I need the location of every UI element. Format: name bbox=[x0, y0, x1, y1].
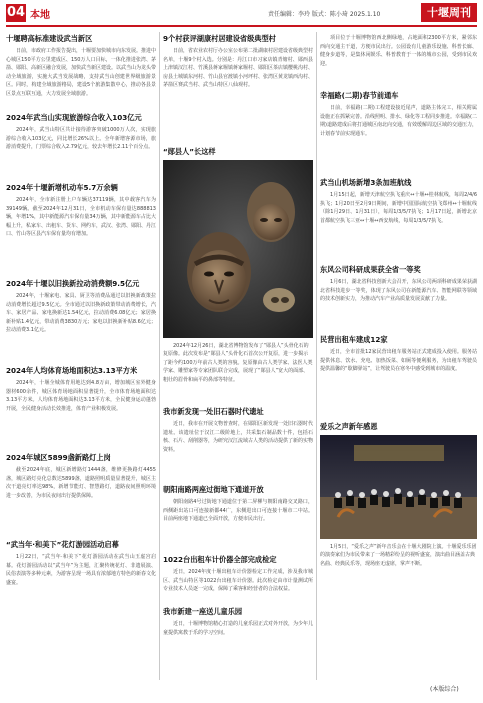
editor-credits: 责任编辑：李玲 版式：陈小琦 2025.1.10 bbox=[268, 11, 381, 18]
article-headline: 朝阳南路两座过街地下通道开放 bbox=[163, 485, 264, 494]
article-body: 近日，我市在开展文物普查时，在郧阳区新发现一处旧石器时代遗址。该遗址位于汉江二级阶地上，共采集石制品数十件，包括石核、石片、刮削器等，为研究汉江流域古人类的活动提供了新的实物资料。 bbox=[163, 421, 313, 453]
article-headline: “郧县人”长这样 bbox=[163, 147, 216, 156]
article-body: 日前，市政府工作报告提出，十堰要加快城市向东发展。推进中心城区150平方公里建成区、150万人口目标，一体化推进张湾、茅箭、郧阳、高新区融合发展，加快武当新区建设。以武当山为龙头带动全域旅游，实施大武当发展战略，支持武当山创建世界级旅游景区。同时，构建全域旅游格局，建设5个旅游集散中心，推动各县景区景点互联互通，大力发展全域旅游。 bbox=[6, 48, 156, 97]
page-header bbox=[0, 0, 483, 26]
article-body: 截至2024年底，城区新增路灯1444盏，维修更换路灯4455盏，城区路灯亮化总数达5899盏，道路照明质量显著提升，城区主次干道亮灯率达98%，新增节能灯、智慧路灯，道路夜间照明环境进一步改善，为市民夜间出行提供保障。 bbox=[6, 467, 156, 499]
article-body: 1月22日，“武当年·和美下”花灯游园活动在武当山玉虚宫启幕。花灯游园活动以“武当年”为主题，汇聚传统花灯、非遗展演、民俗表演等多种元素，为游客呈现一场具有浓郁地方特色的新春文化盛宴。 bbox=[6, 554, 156, 586]
article-headline: “武当年·和美下”花灯游园活动启幕 bbox=[6, 540, 119, 549]
skull-reconstruction-photo bbox=[163, 160, 313, 338]
header-rule bbox=[6, 25, 477, 27]
article-body: 项目位于十堰博物馆西北侧绿地，占地面积2300平方米，紧邻东西向交通主干道，方便市民出行。公园设有儿童游乐设施、科普长廊、健身步道等，是集休闲娱乐、科普教育于一体的城市公园，受到市民欢迎。 bbox=[320, 35, 477, 67]
masthead-logo: 十堰周刊 bbox=[421, 3, 477, 22]
skull-photo-illustration bbox=[163, 160, 313, 338]
article-headline: 9个村获评湖康村居建设省级典型村 bbox=[163, 34, 276, 43]
section-title: 本地 bbox=[30, 10, 50, 21]
article-body: 2024年，武当山特区共计接待游客突破1000万人次，实现旅游综合收入103亿元，同比增长26%以上。全年新增客源市场，旅游消费提升，门票综合收入2.79亿元，较去年增长2.11个百分点。 bbox=[6, 127, 156, 151]
article-headline: 爱乐之声新年感恩 bbox=[320, 422, 378, 431]
page-number: 04 bbox=[6, 5, 26, 20]
column-divider bbox=[316, 32, 317, 680]
article-body: 1月6日，湖北省科技创新大会召开，东风公司两项科研成果荣获湖北省科技进步一等奖，体现了东风公司在新能源汽车、智能网联等领域的技术创新实力，为推动汽车产业高质量发展贡献了力量。 bbox=[320, 279, 477, 303]
article-headline: 民营出租车建成12家 bbox=[320, 335, 388, 344]
article-body: 朝阳南路4号过街地下通道位于第二屏柳与朝阳南路交叉路口，西侧距出站口可连接新都44广，东侧进出口可连接十堰市二中站。目前两座地下通道已全面开放，方便市民出行。 bbox=[163, 499, 313, 523]
footer-note: (本版综合) bbox=[430, 686, 459, 693]
article-body: 近日，全市首批12家民营出租车服务站正式建成投入使用。服务站提供休息、饮水、充电、加热饭菜、如厕等便利服务，为出租车驾驶员提供温馨的“歇脚驿站”，让驾驶员在寒冬中感受到城市的温度。 bbox=[320, 349, 477, 373]
article-headline: 1022台出租车计价器全部完成检定 bbox=[163, 555, 277, 564]
photo-caption: 1月5日，“爱乐之声”新年音乐会在十堰大剧院上演。十堰爱乐乐团的演奏家们为市民带来了一场精彩纷呈的视听盛宴，演出曲目涵盖古典名曲、经典民乐等，现场座无虚席，掌声不断。 bbox=[320, 544, 477, 567]
article-body: 1月15日起，新增天津航空执飞重庆↔十堰↔桂林航线，每周2/4/6执飞；1月20日至2月9日期间，新增中国国际航空执飞郑州↔十堰航线（除1月29日、1月31日），每周1/3/5/7执飞；1月17日起，新增北京首都航空执飞三亚↔十堰↔西安航线，每周1/3/5/7执飞。 bbox=[320, 192, 477, 224]
article-headline: 十堰聘高标准建设武当新区 bbox=[6, 34, 93, 43]
article-body: 近日，2024年度十堰出租车计价器检定工作完成，涉及我市城区、武当山特区等1022台出租车计价器。此次检定由市计量测试所专业技术人员逐一完成，保障了乘客和经营者的合法权益。 bbox=[163, 569, 313, 593]
column-2 bbox=[163, 32, 313, 637]
article-body: 日前，幸福路(二期)工程建设接近尾声，道路主体完工，相关附属设施正在抓紧完善。沿线照明、排水、绿化等工程同步推进。幸福路(二期)道路建成后将打通城区南北向交通，有效缓解周边区域的交通压力，计划春节前实现通车。 bbox=[320, 105, 477, 137]
photo-caption: 2024年12月26日，湖北省博物馆发布了“郧县人”头骨化石的复原像。此次发布是“郧县人”头骨化石首次公开复原，进一步揭示了距今约100万年前古人类的容貌。复原像由古人类学家、法医人类学家、雕塑家等专家团队联合完成，展现了“郧县人”宽大的面部、粗壮的眉骨和扁平的鼻部等特征。 bbox=[163, 343, 313, 383]
article-body: 近日，十堰博物馆精心打造的儿童乐园正式对外开放，为少年儿童提供寓教于乐的学习空间。 bbox=[163, 621, 313, 636]
article-body: 日前，省农业农村厅办公室公布第二批湖康村居建设省级典型村名单，十堰9个村入选。分别是：丹江口市习家店镇青塘村、郧西县上津镇汉江村、竹溪县蒋家堰镇蒋家堰村、郧阳区茶店镇樱桃沟村、房县土城镇东河村、竹山县官渡镇小河坪村、张湾区黄龙镇西沟村、茅箭区赛武当村、武当山特区八仙观村。 bbox=[163, 48, 313, 89]
column-3 bbox=[320, 32, 477, 603]
article-headline: 我市新发现一处旧石器时代遗址 bbox=[163, 407, 264, 416]
column-divider bbox=[159, 32, 160, 680]
article-headline: 武当山机场新增3条加班航线 bbox=[320, 178, 412, 187]
article-headline: 2024年武当山实现旅游综合收入103亿元 bbox=[6, 113, 142, 122]
article-headline: 幸福路(二期)春节前通车 bbox=[320, 91, 399, 100]
article-headline: 我市新建一座送儿童乐园 bbox=[163, 607, 243, 616]
concert-photo bbox=[320, 435, 477, 539]
article-body: 2024年，十堰全城体育用地达到4.8万亩，增加城区室外健身器材600余件，城区体育场地面积显著提升，全市体育场地面积达3.13平方米。人均体育场地面积达3.13平方米，全民健身运动蓬勃开展，全民健身活动长效推进，体育产业积极发展。 bbox=[6, 380, 156, 412]
article-body: 2024年，全市新注册上户车辆达37119辆，其中载客汽车为39149辆。截至2024年12月31日，全市机动车保有量达888813辆，年增1%，其中新能源汽车保有量34万辆，其中新能源车占比大幅上升，私家车、出租车、货车、网约车，武汉、张湾、郧阳、丹江口、竹山等区县汽车保有量均有增加。 bbox=[6, 197, 156, 238]
article-headline: 2024年十堰新增机动车5.7万余辆 bbox=[6, 183, 118, 192]
article-headline: 2024年城区5899盏新路灯上岗 bbox=[6, 453, 111, 462]
article-body: 2024年，十堰家电、家具、厨卫等消费品通过以旧换新政策拉动消费增长超过9.5亿元。全市通过以旧换新政策带动消费增长，汽车、家居产品、家电换新达1.54亿元，拉动消费6.08亿元；家居换新补贴1.4亿元，带动消费3830万元；家电以旧换新补贴8.6亿元；拉动消费3.1亿元。 bbox=[6, 293, 156, 334]
article-headline: 2024年人均体育场地面积达3.13平方米 bbox=[6, 366, 138, 375]
article-headline: 东风公司科研成果获全省一等奖 bbox=[320, 265, 421, 274]
article-headline: 2024年十堰以旧换新拉动消费额9.5亿元 bbox=[6, 279, 140, 288]
concert-photo-illustration bbox=[320, 435, 477, 539]
column-1 bbox=[6, 32, 156, 614]
